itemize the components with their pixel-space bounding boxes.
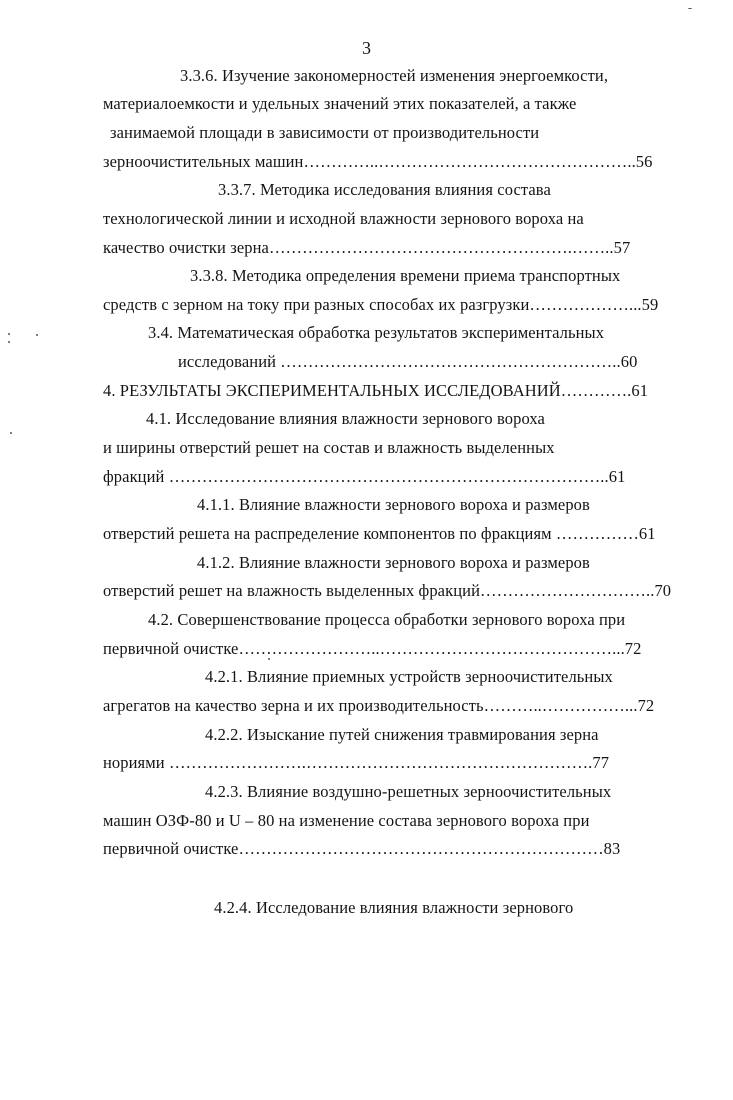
toc-line: занимаемой площади в зависимости от производительности	[110, 123, 540, 142]
toc-line: 4. РЕЗУЛЬТАТЫ ЭКСПЕРИМЕНТАЛЬНЫХ ИССЛЕДОВАНИЙ………….61	[103, 381, 649, 400]
toc-line: материалоемкости и удельных значений этих показателей, а также	[103, 94, 577, 113]
toc-line: 4.2. Совершенствование процесса обработки зернового вороха при	[148, 610, 626, 629]
scan-speck	[268, 658, 270, 660]
toc-line: 4.2.4. Исследование влияния влажности зернового	[214, 898, 574, 917]
scan-speck	[10, 432, 12, 434]
toc-line: 4.1. Исследование влияния влажности зернового вороха	[146, 409, 545, 428]
toc-line: первичной очистке…………………………………………………………83	[103, 839, 621, 858]
toc-line: зерноочистительных машин…………..………………………………………..56	[103, 152, 653, 171]
toc-line: отверстий решет на влажность выделенных фракций…………………………..70	[103, 581, 672, 600]
toc-line: исследований ……………………………………………………..60	[178, 352, 638, 371]
toc-line: машин ОЗФ-80 и U – 80 на изменение состава зернового вороха при	[103, 811, 590, 830]
toc-line: 4.2.3. Влияние воздушно-решетных зерноочистительных	[205, 782, 612, 801]
toc-line: 4.2.1. Влияние приемных устройств зерноочистительных	[205, 667, 613, 686]
toc-line: 3.3.7. Методика исследования влияния состава	[218, 180, 551, 199]
scan-speck	[36, 334, 38, 336]
toc-line: средств с зерном на току при разных способах их разгрузки………………...59	[103, 295, 659, 314]
toc-line: нориями …………………….…………………………………………….77	[103, 753, 610, 772]
toc-line: 3.3.8. Методика определения времени приема транспортных	[190, 266, 621, 285]
toc-line: технологической линии и исходной влажности зернового вороха на	[103, 209, 584, 228]
toc-line: первичной очистке……………………..……………………………………...72	[103, 639, 642, 658]
toc-line: качество очистки зерна……………………………………………….……..57	[103, 238, 631, 257]
toc-line: 4.1.2. Влияние влажности зернового вороха и размеров	[197, 553, 590, 572]
scan-speck	[688, 8, 692, 9]
toc-line: агрегатов на качество зерна и их производительность………..……………...72	[103, 696, 655, 715]
page-number: 3	[362, 38, 371, 58]
scan-speck	[8, 333, 10, 335]
toc-line: 3.3.6. Изучение закономерностей изменения энергоемкости,	[180, 66, 609, 85]
toc-line: 4.1.1. Влияние влажности зернового вороха и размеров	[197, 495, 590, 514]
toc-line: 3.4. Математическая обработка результатов экспериментальных	[148, 323, 605, 342]
scan-speck	[8, 341, 10, 343]
toc-line: отверстий решета на распределение компонентов по фракциям ……………61	[103, 524, 656, 543]
toc-line: фракций ……………………………………………………………………..61	[103, 467, 626, 486]
toc-line: 4.2.2. Изыскание путей снижения травмирования зерна	[205, 725, 599, 744]
toc-line: и ширины отверстий решет на состав и влажность выделенных	[103, 438, 555, 457]
